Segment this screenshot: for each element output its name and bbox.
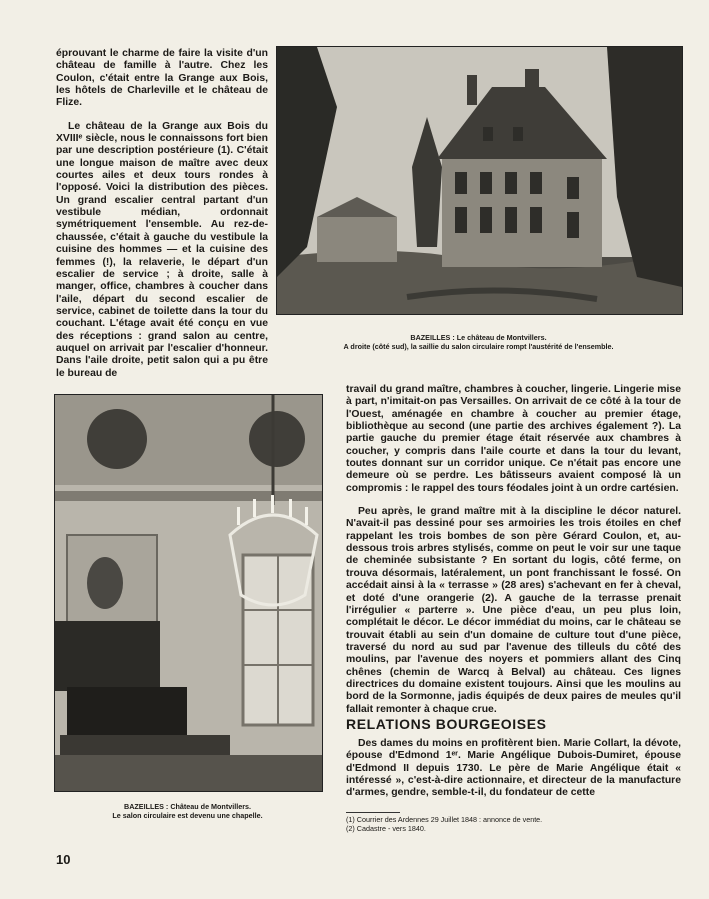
- page-number: 10: [56, 852, 71, 867]
- caption-line: A droite (côté sud), la saillie du salon circulaire rompt l'austérité de l'ensemble.: [343, 342, 614, 351]
- chapel-salon-photo: [54, 394, 323, 792]
- footnotes: [346, 816, 542, 833]
- right-text-column: [346, 384, 681, 727]
- chateau-exterior-photo: [276, 46, 683, 315]
- salon-photo-caption: [54, 802, 321, 820]
- chateau-photo-caption: [276, 333, 681, 351]
- footnote: (2) Cadastre - vers 1840.: [346, 823, 426, 833]
- left-text-column: [56, 48, 268, 391]
- section-text: [346, 738, 681, 811]
- footnote: (1) Courrier des Ardennes 29 Juillet 1848 : annonce de vente.: [346, 815, 543, 824]
- paragraph: travail du grand maître, chambres à coucher, lingerie. Lingerie mise à part, n'imitait-on pas Versailles. On arrivait de ce côté à la tour de l'Ouest, aménagée en chambre à coucher au premier étage, bibliothèque au second (une partie des archives également ?). La partie gauche du premier étage était réservée aux chambres à coucher, y compris dans l'aile courte et dans la tour du levant, toutes donnant sur un corridor unique. Ce n'était pas encore une demeure où se perdre. Les bâtisseurs avaient composé là un compromis : le rappel des tours féodales joint à un ordre cartésien.: [346, 384, 681, 494]
- footnote-divider: [346, 812, 400, 813]
- caption-line: BAZEILLES : Château de Montvillers.: [124, 802, 251, 811]
- caption-line: Le salon circulaire est devenu une chapelle.: [112, 811, 263, 820]
- paragraph: Des dames du moins en profitèrent bien. Marie Collart, la dévote, épouse d'Edmond 1ᵉʳ. Marie Angélique Dubois-Dumiret, épouse d'Edmond II depuis 1730. Le père de Marie Angélique était « intéressé », c'est-à-dire actionnaire, et directeur de la manufacture d'armes, gendre, semble-t-il, du fondateur de cette: [346, 738, 681, 799]
- paragraph: Le château de la Grange aux Bois du XVIIIᵉ siècle, nous le connaissons fort bien par une description postérieure (1). C'était une longue maison de maître avec deux courtes ailes et deux tours rondes à l'opposé. Voici la distribution des pièces. Un grand escalier central partant d'un vestibule médian, ordonnait symétriquement l'ensemble. Au rez-de-chaussée, c'était à gauche du vestibule la cuisine des hommes — et la cuisine des femmes (!), la relaverie, le départ d'un escalier de service ; à droite, salle à manger, office, chambres à coucher dans l'aile, départ du second escalier de service, cabinet de toilette dans la tour du couchant. L'étage avait été conçu en vue des réceptions : grand salon au centre, auquel on arrivait par l'escalier d'honneur. Dans l'aile droite, petit salon qui a pu être le bureau de: [56, 120, 268, 379]
- section-heading: RELATIONS BOURGEOISES: [346, 716, 547, 732]
- caption-line: BAZEILLES : Le château de Montvillers.: [410, 333, 547, 342]
- paragraph: Peu après, le grand maître mit à la discipline le décor naturel. N'avait-il pas dessiné pour ses armoiries les trois étoiles en chef rappelant les trois bombes de son père Gérard Coulon, et, au-dessous trois arbres stylisés, comme on peut le voir sur une taque de cheminée subsistante ? En sortant du logis, côté ferme, on trouva désormais, latéralement, un pont franchissant le fossé. On accédait ainsi à la « terrasse » (28 ares) s'achevant en fer à cheval, et doté d'une orangerie (2). A gauche de la terrasse prenait l'irrégulier « parterre ». Une pièce d'eau, un peu plus loin, complétait le décor. Le décor immédiat du moins, car le château se trouvait établi au sein d'un domaine de culture tout d'une pièce, traversé du nord au sud par l'avenue des tilleuls du côté des moulins, par l'avenue des noyers et pommiers allant des Cinq chênes (chemin de Warcq à Belval) au château. Ces lignes directrices du domaine existent toujours. Ainsi que les moulins au bord de la Sormonne, jadis équipés de deux paires de meules qu'il fallait remonter à chaque crue.: [346, 506, 681, 715]
- paragraph: éprouvant le charme de faire la visite d'un château de famille à l'autre. Chez les Coulon, c'était entre la Grange aux Bois, les hôtels de Charleville et le château de Flize.: [56, 48, 268, 109]
